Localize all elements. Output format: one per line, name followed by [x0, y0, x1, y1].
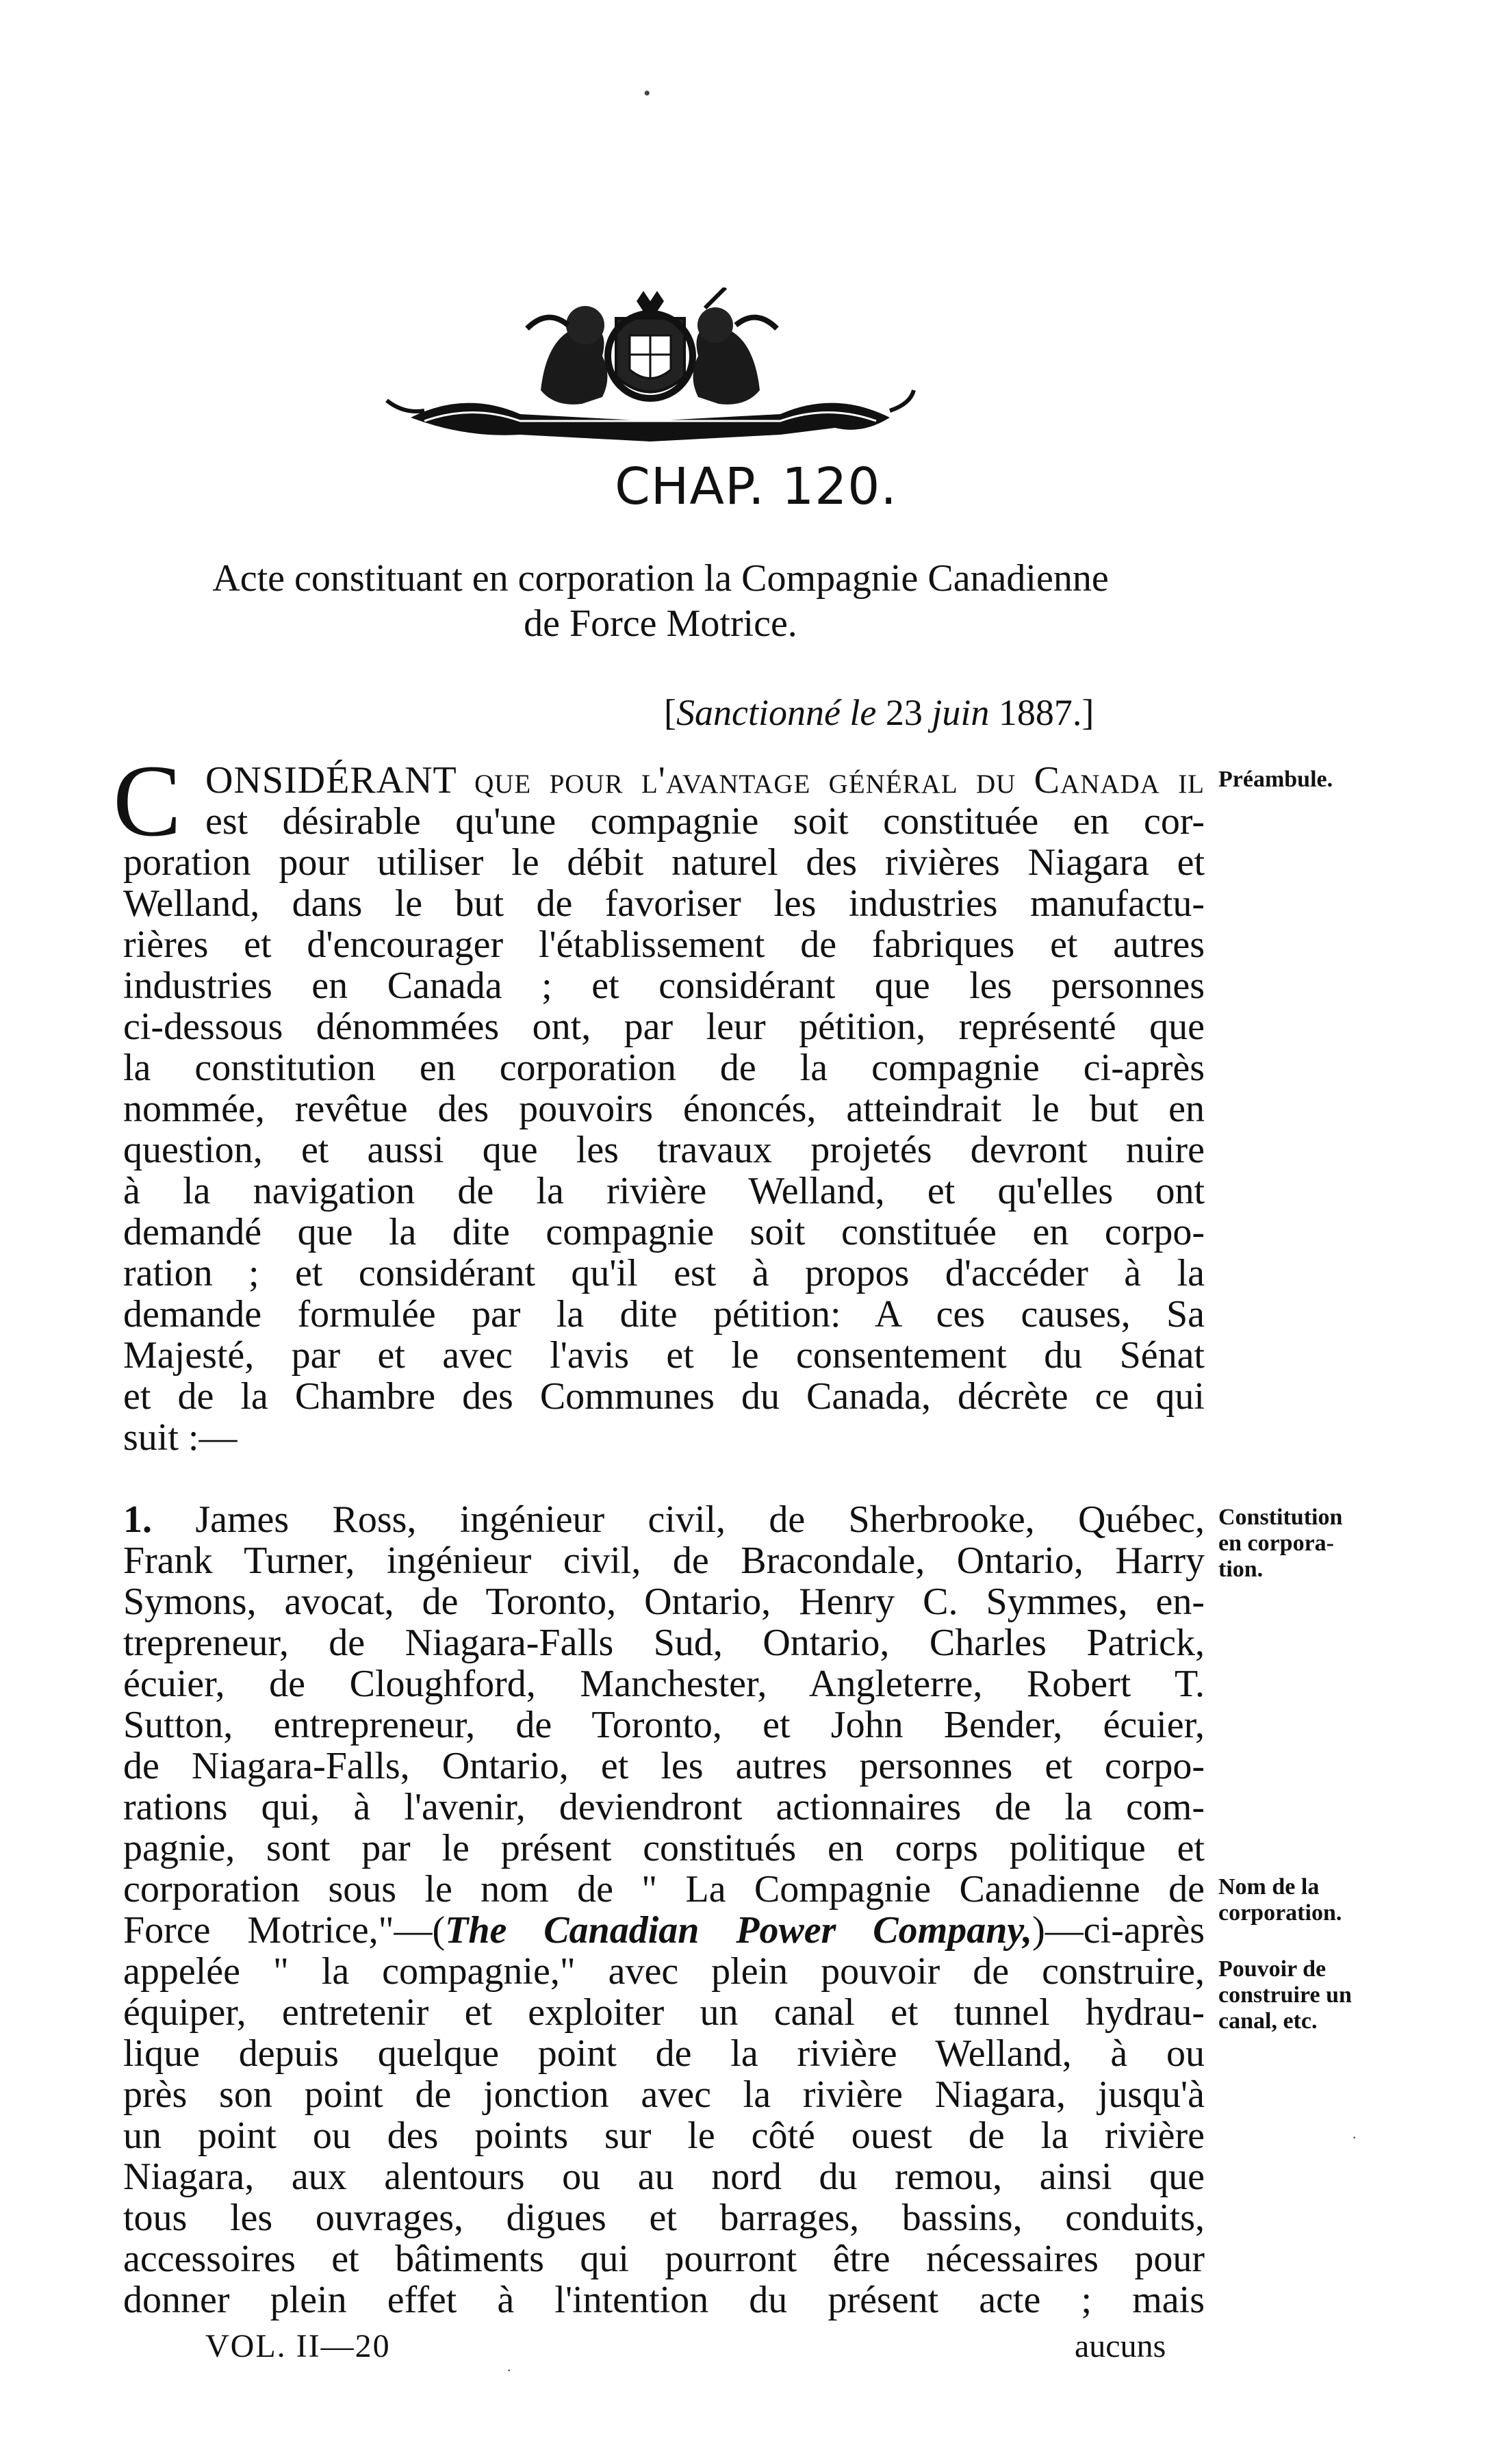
preamble-line: suit :—	[123, 1416, 238, 1459]
section-1-line: Frank Turner, ingénieur civil, de Bracondale, Ontario, Harry	[123, 1539, 1205, 1582]
drop-cap: C	[113, 744, 182, 858]
section-1-line: rations qui, à l'avenir, deviendront actionnaires de la com-	[123, 1786, 1205, 1828]
section-1-line: Sutton, entrepreneur, de Toronto, et John Bender, écuier,	[123, 1704, 1205, 1746]
preamble-line: Welland, dans le but de favoriser les industries manufactu-	[123, 882, 1205, 925]
chapter-heading: CHAP. 120.	[615, 457, 897, 516]
catchword: aucuns	[1075, 2328, 1166, 2364]
section-1-line: lique depuis quelque point de la rivière Welland, à ou	[123, 2032, 1205, 2075]
section-1-line: écuier, de Cloughford, Manchester, Angleterre, Robert T.	[123, 1663, 1205, 1705]
print-speck: •	[643, 82, 651, 105]
margin-note-preamble: Préambule.	[1218, 767, 1333, 792]
preamble-line: demandé que la dite compagnie soit constituée en corpo-	[123, 1211, 1205, 1253]
preamble-line: et de la Chambre des Communes du Canada, décrète ce qui	[123, 1375, 1205, 1418]
section-1-line: Symons, avocat, de Toronto, Ontario, Henry C. Symmes, en-	[123, 1581, 1205, 1623]
act-title-line-1: Acte constituant en corporation la Compagnie Canadienne	[212, 557, 1109, 600]
section-1-line: pagnie, sont par le présent constitués en corps politique et	[123, 1827, 1205, 1869]
preamble-line: est désirable qu'une compagnie soit constituée en cor-	[205, 800, 1205, 843]
volume-signature: VOL. II—20	[205, 2328, 391, 2364]
print-speck: ·	[507, 2362, 512, 2379]
section-1-line: trepreneur, de Niagara-Falls Sud, Ontario, Charles Patrick,	[123, 1622, 1205, 1664]
act-title-line-2: de Force Motrice.	[524, 602, 797, 645]
section-1-line: Force Motrice,"—(The Canadian Power Company,)—ci-après	[123, 1909, 1205, 1952]
margin-note-pouvoir: Pouvoir de construire un canal, etc.	[1218, 1956, 1352, 2034]
preamble-line: à la navigation de la rivière Welland, et qu'elles ont	[123, 1170, 1205, 1212]
royal-coat-of-arms-emblem	[383, 287, 917, 452]
preamble-line: ci-dessous dénommées ont, par leur pétition, représenté que	[123, 1006, 1205, 1048]
section-1-line: corporation sous le nom de " La Compagnie Canadienne de	[123, 1868, 1205, 1910]
section-1-line: un point ou des points sur le côté ouest de la rivière	[123, 2114, 1205, 2157]
preamble-line: industries en Canada ; et considérant que les personnes	[123, 964, 1205, 1007]
preamble-line: la constitution en corporation de la compagnie ci-après	[123, 1047, 1205, 1089]
preamble-line: Majesté, par et avec l'avis et le consentement du Sénat	[123, 1334, 1205, 1377]
preamble-line: ration ; et considérant qu'il est à propos d'accéder à la	[123, 1252, 1205, 1294]
english-company-name: The Canadian Power Company,	[445, 1909, 1033, 1952]
preamble-line: demande formulée par la dite pétition: A ces causes, Sa	[123, 1293, 1205, 1335]
section-1-line: près son point de jonction avec la rivière Niagara, jusqu'à	[123, 2073, 1205, 2116]
preamble-line: poration pour utiliser le débit naturel des rivières Niagara et	[123, 841, 1205, 884]
section-1-line: tous les ouvrages, digues et barrages, bassins, conduits,	[123, 2197, 1205, 2239]
section-1-line: Niagara, aux alentours ou au nord du remou, ainsi que	[123, 2156, 1205, 2198]
sanction-date: [Sanctionné le 23 juin 1887.]	[664, 692, 1094, 733]
preamble-line: question, et aussi que les travaux projetés devront nuire	[123, 1129, 1205, 1171]
margin-note-constitution: Constitution en corpora- tion.	[1218, 1505, 1343, 1582]
section-1-line: 1. James Ross, ingénieur civil, de Sherbrooke, Québec,	[123, 1498, 1205, 1541]
print-speck: ·	[1352, 2129, 1357, 2146]
section-1-line: équiper, entretenir et exploiter un canal et tunnel hydrau-	[123, 1991, 1205, 2034]
section-1-line: accessoires et bâtiments qui pourront être nécessaires pour	[123, 2238, 1205, 2280]
preamble-line: nommée, revêtue des pouvoirs énoncés, atteindrait le but en	[123, 1088, 1205, 1130]
section-1-line: donner plein effet à l'intention du présent acte ; mais	[123, 2279, 1205, 2321]
preamble-line: rières et d'encourager l'établissement de fabriques et autres	[123, 923, 1205, 966]
section-1-line: appelée " la compagnie," avec plein pouvoir de construire,	[123, 1950, 1205, 1993]
section-1-line: de Niagara-Falls, Ontario, et les autres personnes et corpo-	[123, 1745, 1205, 1787]
preamble-line: ONSIDÉRANT que pour l'avantage général du Canada il	[205, 759, 1205, 802]
section-number: 1.	[123, 1498, 152, 1541]
margin-note-nom: Nom de la corporation.	[1218, 1874, 1342, 1926]
